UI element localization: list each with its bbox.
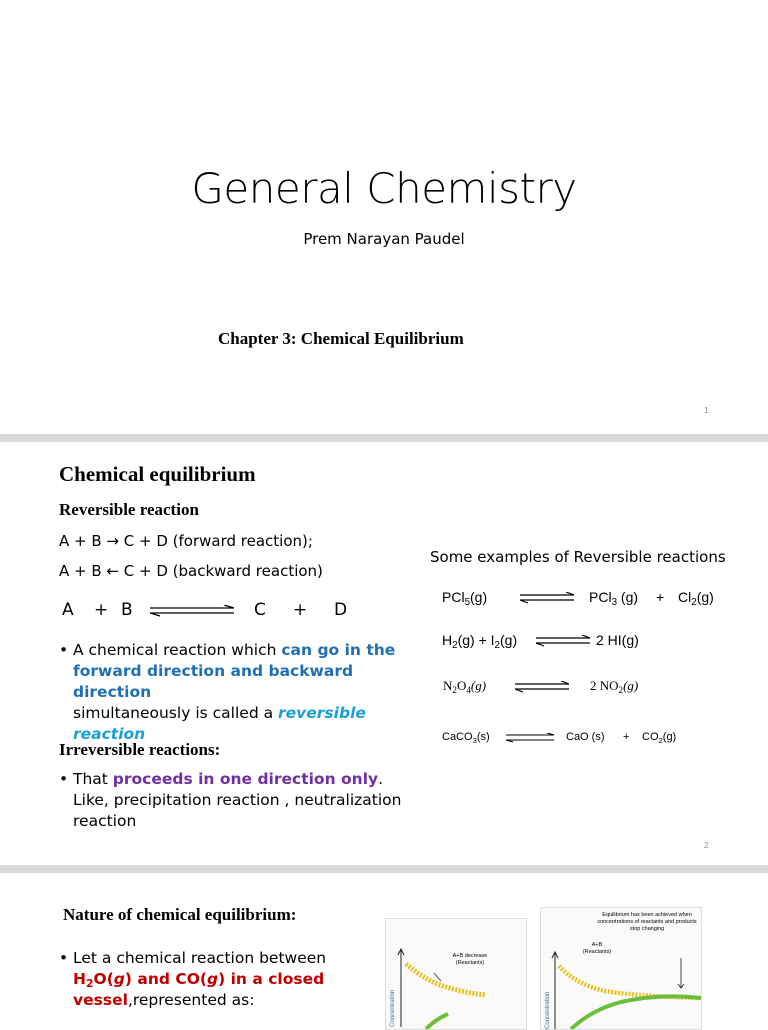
reactant-curve: [406, 964, 486, 995]
state: (s): [476, 731, 490, 743]
page-number: 2: [704, 841, 709, 850]
state: (g): [623, 678, 639, 693]
page-number: 1: [704, 406, 709, 415]
reactant-curve: [559, 966, 701, 998]
slide-3: [0, 873, 768, 1029]
slide-2: [0, 442, 768, 865]
formula: Cl: [678, 589, 692, 605]
plus: +: [656, 589, 665, 605]
equilibrium-arrow: [520, 592, 574, 604]
bullet-text: simultaneously is called a: [73, 704, 279, 722]
state: (g): [470, 678, 487, 693]
slide-separator: [0, 865, 768, 873]
formula: CaCO: [442, 731, 473, 743]
eq-plus: +: [293, 600, 308, 620]
y-axis-label: Concentration: [390, 989, 396, 1027]
formula: CO: [642, 731, 659, 743]
equilibrium-arrow: [150, 605, 234, 617]
bullet-highlight: can go in the forward direction and backward direction: [73, 641, 396, 701]
formula: 2 HI(g): [596, 632, 639, 648]
equilibrium-arrow: [536, 635, 590, 647]
formula: 2 NO: [590, 678, 619, 693]
concentration-chart-2: [540, 907, 702, 1030]
bullet-highlight-term: reversible reaction: [73, 704, 366, 743]
bullet-dot: •: [59, 770, 69, 788]
formula: H: [442, 632, 453, 648]
formula: PCl: [442, 589, 465, 605]
state: (g) + I: [457, 632, 495, 648]
state: (g): [470, 589, 488, 605]
chart-2-note: Equilibrium has been achieved when concentrations of reactants and products stop changing: [597, 912, 697, 932]
subscript: 2: [618, 685, 624, 695]
chart-2-label: A+B (Reactants): [582, 942, 612, 955]
example-pcl5: [442, 589, 762, 611]
formula: PCl: [589, 589, 612, 605]
bullet-dot: •: [59, 949, 69, 967]
bullet-irreversible: [59, 769, 403, 832]
slide-separator: [0, 434, 768, 442]
forward-reaction: A + B → C + D (forward reaction);: [59, 532, 313, 550]
subscript: 2: [658, 736, 663, 745]
example-n2o4: [443, 678, 763, 700]
bullet-text: . Like, precipitation reaction , neutralization reaction: [73, 770, 402, 830]
section-heading: Nature of chemical equilibrium:: [63, 905, 297, 924]
slide-1: [0, 0, 768, 434]
subscript: 5: [464, 597, 471, 608]
subheading-irreversible: Irreversible reactions:: [59, 740, 221, 759]
bullet-highlight: $H_2O(g)$ and CO(g) in a closed vessel: [73, 970, 325, 1009]
subscript: 4: [466, 685, 471, 695]
subscript: 2: [452, 685, 457, 695]
chapter-title: Chapter 3: Chemical Equilibrium: [218, 329, 464, 348]
slide-title: General Chemistry: [191, 164, 577, 213]
chart-1-label: A+B decrease (Reactants): [452, 953, 488, 966]
bullet-text: Let a chemical reaction between: [73, 949, 327, 967]
bullet-highlight: proceeds in one direction only: [112, 770, 379, 788]
example-caco3: [442, 731, 762, 751]
bullet-reversible-definition: [59, 640, 433, 745]
backward-reaction: A + B ← C + D (backward reaction): [59, 562, 323, 580]
eq-a: A: [62, 600, 74, 620]
eq-c: C: [254, 600, 266, 620]
example-hi: [442, 632, 762, 654]
slide-author: Prem Narayan Paudel: [303, 230, 465, 248]
bullet-text: ,represented as:: [127, 991, 255, 1009]
subheading-reversible: Reversible reaction: [59, 500, 199, 519]
bullet-nature: [59, 948, 373, 1011]
equilibrium-arrow: [506, 733, 554, 743]
plus: +: [623, 731, 630, 743]
equilibrium-arrow: [515, 681, 569, 693]
concentration-chart-1: [385, 918, 527, 1030]
bullet-dot: •: [59, 641, 69, 659]
formula: N: [443, 678, 453, 693]
state: (g): [617, 589, 639, 605]
product-curve: [571, 996, 701, 1029]
eq-d: D: [334, 600, 348, 620]
y-axis-label: Concentration: [545, 991, 551, 1029]
bullet-text: A chemical reaction which: [73, 641, 282, 659]
chart-1-plot: [386, 919, 526, 1029]
formula: CaO (s): [566, 731, 605, 743]
state: (g): [662, 731, 677, 743]
generic-equation: [62, 600, 362, 622]
formula: O: [456, 678, 467, 693]
bullet-text: That: [73, 770, 113, 788]
eq-b: B: [121, 600, 133, 620]
subscript: 2: [452, 640, 458, 651]
product-curve: [426, 1014, 448, 1029]
subscript: 3: [472, 736, 477, 745]
subscript: 2: [494, 640, 500, 651]
state: (g): [696, 589, 714, 605]
subscript: 2: [691, 597, 697, 608]
state: (g): [500, 632, 518, 648]
eq-plus: +: [94, 600, 109, 620]
section-heading: Chemical equilibrium: [59, 462, 256, 486]
subscript: 3: [611, 597, 618, 608]
examples-title: Some examples of Reversible reactions: [430, 548, 726, 566]
